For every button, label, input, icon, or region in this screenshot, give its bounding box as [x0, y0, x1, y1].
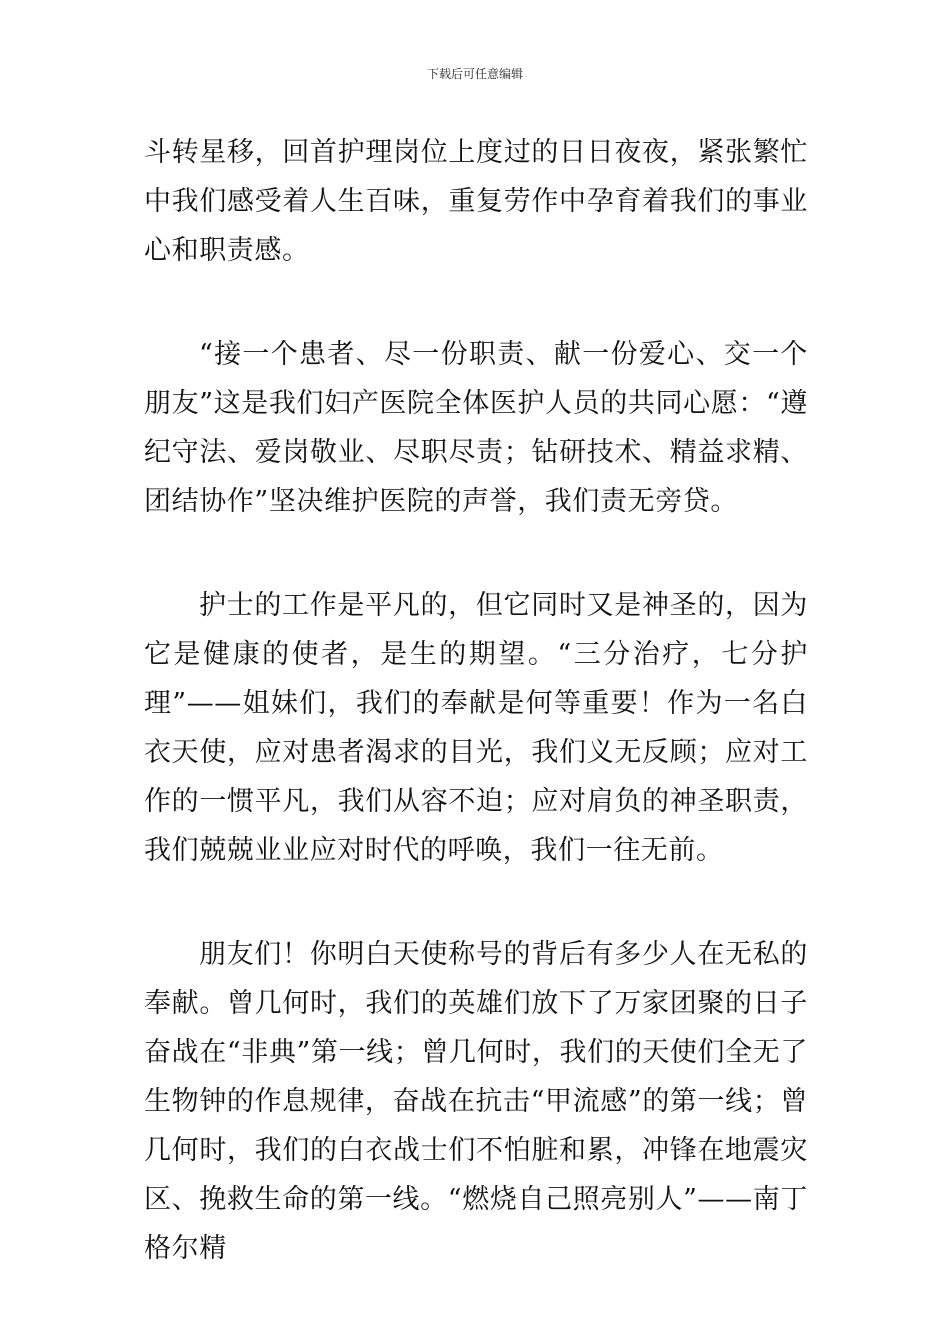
paragraph-4: 朋友们！你明白天使称号的背后有多少人在无私的奉献。曾几何时，我们的英雄们放下了万家团聚的日子奋战在“非典”第一线；曾几何时，我们的天使们全无了生物钟的作息规律，奋战在抗击“甲流感”的第一线；曾几何时，我们的白衣战士们不怕脏和累，冲锋在地震灾区、挽救生命的第一线。“燃烧自己照亮别人”——南丁格尔精 — [144, 939, 808, 1264]
paragraph-1: 斗转星移，回首护理岗位上度过的日日夜夜，紧张繁忙中我们感受着人生百味，重复劳作中孕育着我们的事业心和职责感。 — [144, 137, 808, 266]
document-body — [144, 128, 808, 1273]
paragraph-2: “接一个患者、尽一份职责、献一份爱心、交一个朋友”这是我们妇产医院全体医护人员的共同心愿：“遵纪守法、爱岗敬业、尽职尽责；钻研技术、精益求精、团结协作”坚决维护医院的声誉，我们责无旁贷。 — [144, 339, 808, 517]
page-header-note: 下载后可任意编辑 — [426, 67, 523, 81]
paragraph-3: 护士的工作是平凡的，但它同时又是神圣的，因为它是健康的使者，是生的期望。“三分治疗，七分护理”——姐妹们，我们的奉献是何等重要！作为一名白衣天使，应对患者渴求的目光，我们义无反顾；应对工作的一惯平凡，我们从容不迫；应对肩负的神圣职责，我们兢兢业业应对时代的呼唤，我们一往无前。 — [144, 590, 808, 866]
